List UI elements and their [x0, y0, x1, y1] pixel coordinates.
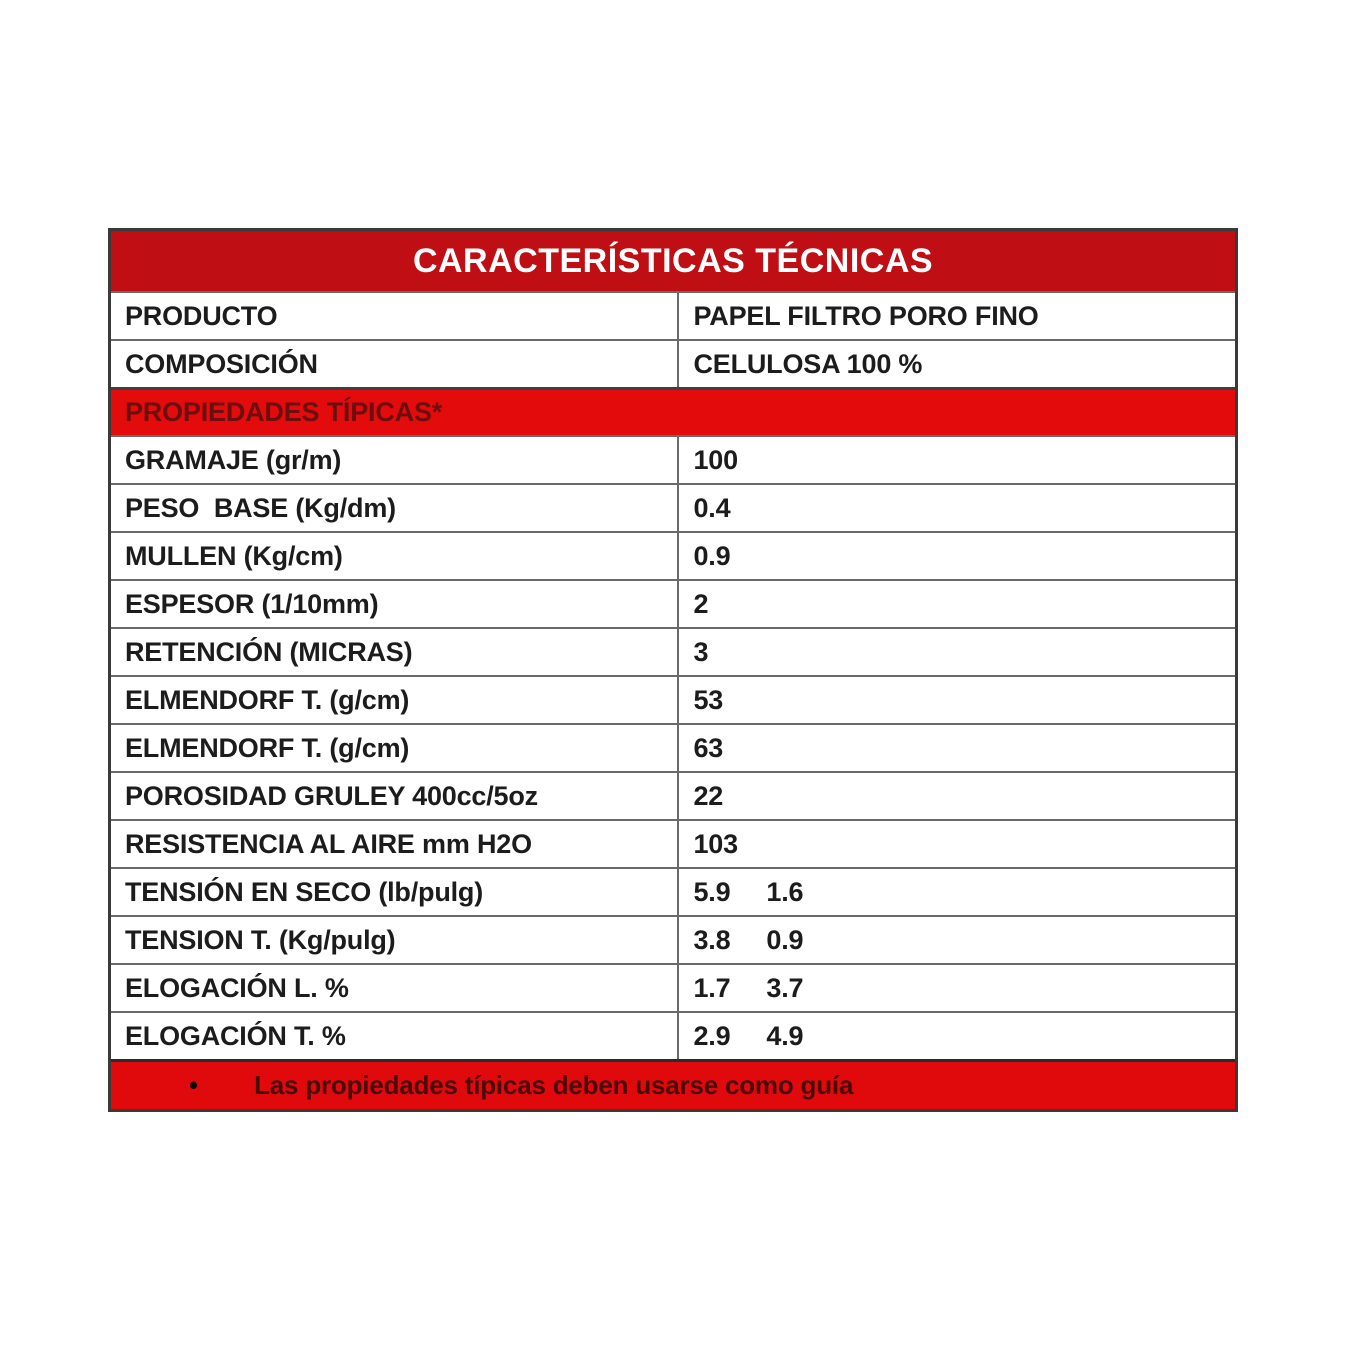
property-label: POROSIDAD GRULEY 400cc/5oz [125, 780, 538, 811]
section-header-label: PROPIEDADES TÍPICAS* [125, 397, 443, 427]
info-value: PAPEL FILTRO PORO FINO [677, 293, 1235, 339]
property-value: 3.8 0.9 [677, 917, 1235, 963]
bullet-icon: • [189, 1070, 199, 1100]
table-row [111, 867, 1235, 915]
property-label: GRAMAJE (gr/m) [125, 444, 342, 475]
page-title: CARACTERÍSTICAS TÉCNICAS [412, 241, 934, 280]
table-row [111, 963, 1235, 1011]
property-value: 63 [677, 725, 1235, 771]
property-value: 1.7 3.7 [677, 965, 1235, 1011]
info-label: PRODUCTO [125, 300, 278, 331]
property-value: 5.9 1.6 [677, 869, 1235, 915]
table-row [111, 915, 1235, 963]
property-label: TENSION T. (Kg/pulg) [125, 924, 396, 955]
property-label: ELOGACIÓN L. % [125, 972, 349, 1003]
property-value: 53 [677, 677, 1235, 723]
property-label: MULLEN (Kg/cm) [125, 540, 343, 571]
table-row [111, 483, 1235, 531]
property-rows-group [111, 435, 1235, 1059]
property-label: PESO BASE (Kg/dm) [125, 492, 396, 523]
property-value: 103 [677, 821, 1235, 867]
property-value: 22 [677, 773, 1235, 819]
property-value: 2 [677, 581, 1235, 627]
table-row [111, 1011, 1235, 1059]
property-label: ESPESOR (1/10mm) [125, 588, 379, 619]
property-value: 0.9 [677, 533, 1235, 579]
property-value: 2.9 4.9 [677, 1013, 1235, 1059]
table-row [111, 819, 1235, 867]
property-value: 3 [677, 629, 1235, 675]
table-title-row [111, 231, 1235, 291]
table-row [111, 435, 1235, 483]
property-label: ELMENDORF T. (g/cm) [125, 684, 410, 715]
table-row [111, 723, 1235, 771]
table-row [111, 531, 1235, 579]
property-value: 0.4 [677, 485, 1235, 531]
section-header-row [111, 387, 1235, 435]
footnote-row [111, 1059, 1235, 1109]
property-label: TENSIÓN EN SECO (lb/pulg) [125, 876, 483, 907]
property-value: 100 [677, 437, 1235, 483]
tech-specs-table [108, 228, 1238, 1112]
property-label: ELMENDORF T. (g/cm) [125, 732, 410, 763]
info-label: COMPOSICIÓN [125, 348, 318, 379]
table-row [111, 675, 1235, 723]
property-label: ELOGACIÓN T. % [125, 1020, 346, 1051]
info-rows-group [111, 291, 1235, 387]
table-row [111, 627, 1235, 675]
property-label: RESISTENCIA AL AIRE mm H2O [125, 828, 532, 859]
table-row [111, 339, 1235, 387]
table-row [111, 579, 1235, 627]
info-value: CELULOSA 100 % [677, 341, 1235, 387]
footnote-text: Las propiedades típicas deben usarse como guía [254, 1070, 854, 1100]
table-row [111, 771, 1235, 819]
property-label: RETENCIÓN (MICRAS) [125, 636, 413, 667]
table-row [111, 291, 1235, 339]
